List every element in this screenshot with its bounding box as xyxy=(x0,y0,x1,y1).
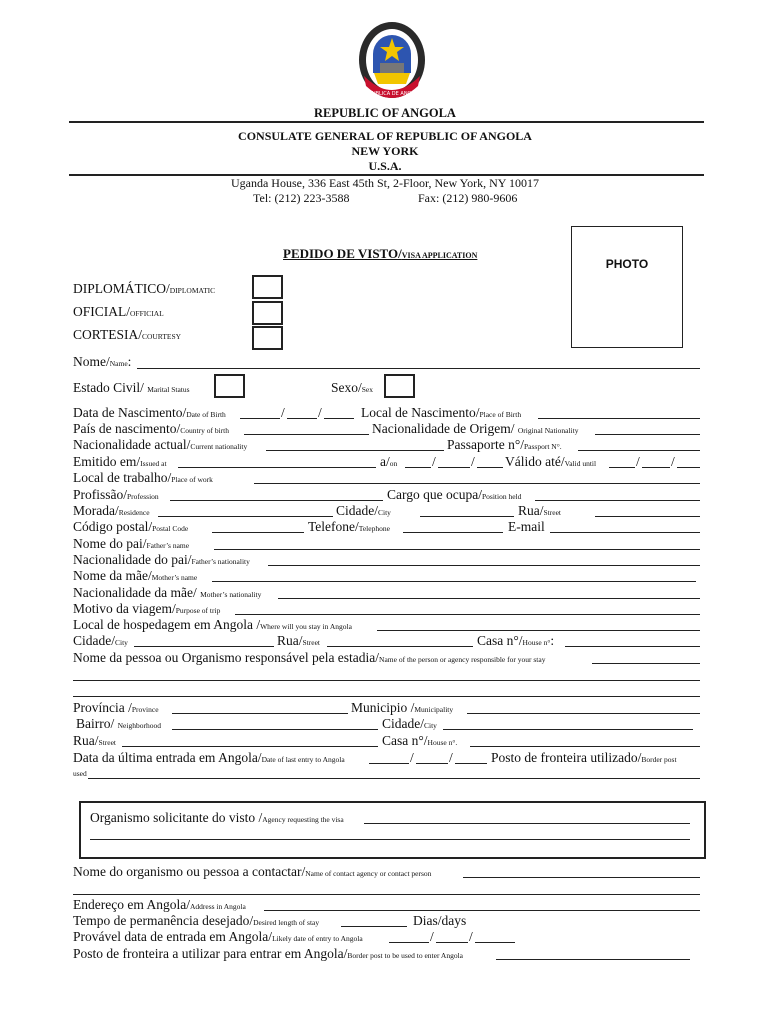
last-entry-year-input[interactable] xyxy=(455,763,487,764)
stay-city-label: Cidade/City xyxy=(73,633,128,648)
consulate-heading: CONSULATE GENERAL OF REPUBLIC OF ANGOLA xyxy=(238,129,532,143)
sex-checkbox[interactable] xyxy=(384,374,415,398)
visa-type-official: OFICIAL/OFFICIAL xyxy=(73,304,164,319)
email-input[interactable] xyxy=(550,532,700,533)
stay-place-input[interactable] xyxy=(377,630,700,631)
residence-input[interactable] xyxy=(158,516,333,517)
stay-city-input[interactable] xyxy=(134,646,274,647)
mother-nat-input[interactable] xyxy=(278,598,700,599)
svg-text:REPUBLICA DE ANGOLA: REPUBLICA DE ANGOLA xyxy=(362,91,422,97)
responsible-input[interactable] xyxy=(592,663,700,664)
name-input[interactable] xyxy=(137,368,700,369)
house2-input[interactable] xyxy=(470,746,700,747)
passport-label: Passaporte n°/Passport N°. xyxy=(447,437,562,452)
valid-day-input[interactable] xyxy=(609,467,635,468)
name-label: Nome/Name: xyxy=(73,354,132,369)
street2-input[interactable] xyxy=(122,746,378,747)
marital-label: Estado Civil/ Marital Status xyxy=(73,380,190,395)
contact-line-2[interactable] xyxy=(73,894,700,895)
dob-label: Data de Nascimento/Date of Birth xyxy=(73,405,226,420)
entry-year-input[interactable] xyxy=(475,942,515,943)
consulate-address: Uganda House, 336 East 45th St, 2-Floor, New York, NY 10017 xyxy=(230,176,540,190)
city2-label: Cidade/City xyxy=(382,716,437,731)
length-input[interactable] xyxy=(341,926,407,927)
address-label: Endereço em Angola/Address in Angola xyxy=(73,897,246,912)
courtesy-checkbox[interactable] xyxy=(252,326,283,350)
consulate-phone: Tel: (212) 223-3588 xyxy=(253,191,350,205)
nation-heading: U.S.A. xyxy=(368,159,402,173)
issued-label: Emitido em/Issued at xyxy=(73,454,167,469)
sex-label: Sexo/Sex xyxy=(331,380,374,395)
mother-input[interactable] xyxy=(212,581,696,582)
residence-street-input[interactable] xyxy=(595,516,700,517)
father-input[interactable] xyxy=(214,549,700,550)
father-nat-label: Nacionalidade do pai/Father’s nationality xyxy=(73,552,250,567)
residence-label: Morada/Residence xyxy=(73,503,150,518)
stay-place-label: Local de hospedagem em Angola /Where will you stay in Angola xyxy=(73,617,352,632)
responsible-line-3[interactable] xyxy=(73,696,700,697)
angola-coat-of-arms xyxy=(352,16,432,108)
purpose-label: Motivo da viagem/Purpose of trip xyxy=(73,601,221,616)
province-label: Província /Province xyxy=(73,700,159,715)
agency-label: Organismo solicitante do visto /Agency requesting the visa xyxy=(90,810,344,825)
stay-street-label: Rua/Street xyxy=(277,633,320,648)
responsible-label: Nome da pessoa ou Organismo responsável pela estadia/Name of the person or agency responsible for your stay xyxy=(73,650,546,665)
diplomatic-checkbox[interactable] xyxy=(252,275,283,299)
contact-input[interactable] xyxy=(463,877,700,878)
border-used-label-2: used xyxy=(73,769,87,778)
cur-nat-label: Nacionalidade actual/Current nationality xyxy=(73,437,248,452)
email-label: E-mail xyxy=(508,519,545,534)
cob-input[interactable] xyxy=(244,434,369,435)
residence-city-label: Cidade/City xyxy=(336,503,391,518)
residence-street-label: Rua/Street xyxy=(518,503,561,518)
visa-type-diplomatic: DIPLOMÁTICO/DIPLOMATIC xyxy=(73,281,216,296)
issued-input[interactable] xyxy=(178,467,376,468)
province-input[interactable] xyxy=(172,713,348,714)
border-post-label: Posto de fronteira a utilizar para entrar em Angola/Border post to be used to enter Angola xyxy=(73,946,464,961)
issued-year-input[interactable] xyxy=(477,467,503,468)
workplace-input[interactable] xyxy=(254,483,700,484)
position-label: Cargo que ocupa/Position held xyxy=(387,487,522,502)
agency-box xyxy=(79,801,706,859)
phone-label: Telefone/Telephone xyxy=(308,519,390,534)
country-heading: REPUBLIC OF ANGOLA xyxy=(314,106,456,120)
valid-year-input[interactable] xyxy=(677,467,700,468)
municipio-input[interactable] xyxy=(467,713,700,714)
pob-input[interactable] xyxy=(538,418,700,419)
issued-on-label: a/on xyxy=(380,454,398,469)
postal-input[interactable] xyxy=(212,532,304,533)
border-post-input[interactable] xyxy=(496,959,690,960)
stay-house-label: Casa n°/House n°: xyxy=(477,633,555,648)
photo-box[interactable] xyxy=(571,226,683,348)
stay-street-input[interactable] xyxy=(327,646,473,647)
father-nat-input[interactable] xyxy=(268,565,700,566)
entry-date-label: Provável data de entrada em Angola/Likely date of entry to Angola xyxy=(73,929,363,944)
last-entry-label: Data da última entrada em Angola/Date of last entry to Angola xyxy=(73,750,345,765)
bairro-label: Bairro/ Neighborhood xyxy=(76,716,161,731)
residence-city-input[interactable] xyxy=(420,516,514,517)
length-label: Tempo de permanência desejado/Desired length of stay xyxy=(73,913,320,928)
address-input[interactable] xyxy=(264,910,700,911)
photo-label: PHOTO xyxy=(605,257,649,271)
form-title: PEDIDO DE VISTO/VISA APPLICATION xyxy=(283,246,478,261)
bairro-input[interactable] xyxy=(172,729,378,730)
stay-house-input[interactable] xyxy=(565,646,700,647)
contact-label: Nome do organismo ou pessoa a contactar/Name of contact agency or contact person xyxy=(73,864,432,879)
passport-input[interactable] xyxy=(578,450,700,451)
agency-line-2[interactable] xyxy=(90,839,690,840)
last-entry-month-input[interactable] xyxy=(416,763,448,764)
phone-input[interactable] xyxy=(403,532,503,533)
border-used-input[interactable] xyxy=(88,778,700,779)
valid-label: Válido até/Valid until xyxy=(505,454,597,469)
orig-nat-label: Nacionalidade de Origem/ Original Nationality xyxy=(372,421,579,436)
mother-label: Nome da mãe/Mother’s name xyxy=(73,568,198,583)
purpose-input[interactable] xyxy=(235,614,700,615)
house2-label: Casa n°/House n°. xyxy=(382,733,458,748)
position-input[interactable] xyxy=(535,500,700,501)
workplace-label: Local de trabalho/Place of work xyxy=(73,470,213,485)
dob-year-input[interactable] xyxy=(324,418,354,419)
street2-label: Rua/Street xyxy=(73,733,116,748)
official-checkbox[interactable] xyxy=(252,301,283,325)
profession-input[interactable] xyxy=(170,500,383,501)
dob-day-input[interactable] xyxy=(240,418,280,419)
postal-label: Código postal/Postal Code xyxy=(73,519,189,534)
cob-label: País de nascimento/Country of birth xyxy=(73,421,229,436)
issued-day-input[interactable] xyxy=(405,467,431,468)
visa-type-courtesy: CORTESIA/COURTESY xyxy=(73,327,182,342)
marital-checkbox[interactable] xyxy=(214,374,245,398)
last-entry-day-input[interactable] xyxy=(369,763,409,764)
consulate-fax: Fax: (212) 980-9606 xyxy=(418,191,518,205)
valid-month-input[interactable] xyxy=(642,467,670,468)
father-label: Nome do pai/Father’s name xyxy=(73,536,190,551)
cur-nat-input[interactable] xyxy=(266,450,444,451)
agency-input[interactable] xyxy=(364,823,690,824)
entry-day-input[interactable] xyxy=(389,942,429,943)
orig-nat-input[interactable] xyxy=(595,434,700,435)
entry-month-input[interactable] xyxy=(436,942,468,943)
border-used-label: Posto de fronteira utilizado/Border post xyxy=(491,750,677,765)
city2-input[interactable] xyxy=(443,729,693,730)
responsible-line-2[interactable] xyxy=(73,680,700,681)
pob-label: Local de Nascimento/Place of Birth xyxy=(361,405,522,420)
issued-month-input[interactable] xyxy=(438,467,470,468)
dob-month-input[interactable] xyxy=(287,418,317,419)
municipio-label: Municipio /Municipality xyxy=(351,700,454,715)
profession-label: Profissão/Profession xyxy=(73,487,159,502)
length-unit: Dias/days xyxy=(413,913,467,928)
mother-nat-label: Nacionalidade da mãe/ Mother’s nationality xyxy=(73,585,262,600)
city-heading: NEW YORK xyxy=(351,144,419,158)
